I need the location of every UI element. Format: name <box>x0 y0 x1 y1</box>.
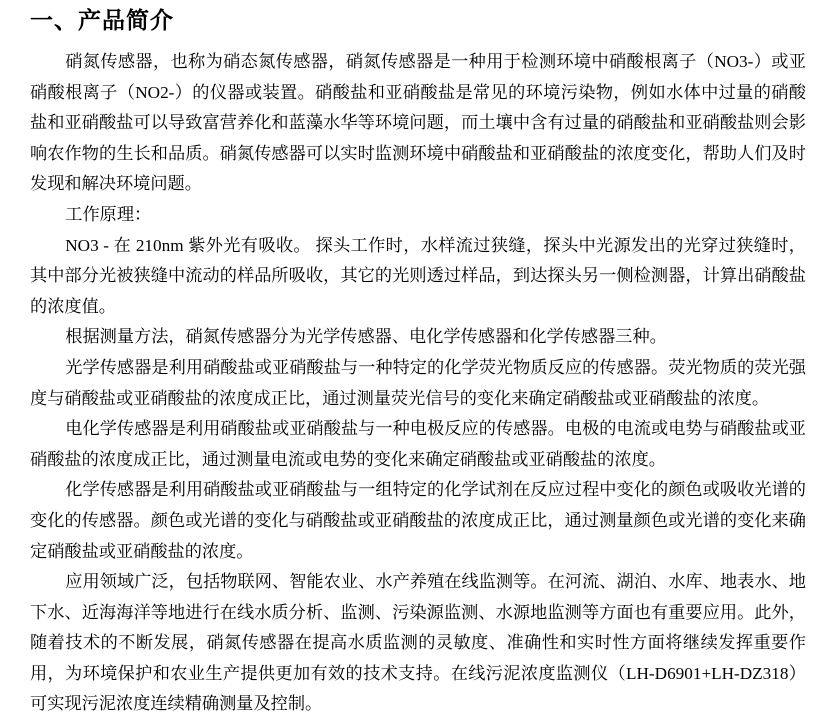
paragraph: 化学传感器是利用硝酸盐或亚硝酸盐与一组特定的化学试剂在反应过程中变化的颜色或吸收光谱的变化的传感器。颜色或光谱的变化与硝酸盐或亚硝酸盐的浓度成正比，通过测量颜色或光谱的变化来确定硝酸盐或亚硝酸盐的浓度。 <box>30 480 806 561</box>
paragraph: 工作原理： <box>65 204 152 224</box>
paragraph: 电化学传感器是利用硝酸盐或亚硝酸盐与一种电极反应的传感器。电极的电流或电势与硝酸盐或亚硝酸盐的浓度成正比，通过测量电流或电势的变化来确定硝酸盐或亚硝酸盐的浓度。 <box>30 419 806 469</box>
paragraph: 硝氮传感器，也称为硝态氮传感器，硝氮传感器是一种用于检测环境中硝酸根离子（NO3-）或亚硝酸根离子（NO2-）的仪器或装置。硝酸盐和亚硝酸盐是常见的环境污染物，例如水体中过量的硝酸盐和亚硝酸盐可以导致富营养化和蓝藻水华等环境问题，而土壤中含有过量的硝酸盐和亚硝酸盐则会影响农作物的生长和品质。硝氮传感器可以实时监测环境中硝酸盐和亚硝酸盐的浓度变化，帮助人们及时发现和解决环境问题。 <box>30 52 806 194</box>
paragraph: 光学传感器是利用硝酸盐或亚硝酸盐与一种特定的化学荧光物质反应的传感器。荧光物质的荧光强度与硝酸盐或亚硝酸盐的浓度成正比，通过测量荧光信号的变化来确定硝酸盐或亚硝酸盐的浓度。 <box>30 357 806 408</box>
document-body <box>30 47 806 720</box>
section-heading: 一、产品简介 <box>30 7 174 33</box>
paragraph: 根据测量方法，硝氮传感器分为光学传感器、电化学传感器和化学传感器三种。 <box>65 327 667 347</box>
paragraph: 应用领域广泛，包括物联网、智能农业、水产养殖在线监测等。在河流、湖泊、水库、地表水、地下水、近海海洋等地进行在线水质分析、监测、污染源监测、水源地监测等方面也有重要应用。此外，随着技术的不断发展，硝氮传感器在提高水质监测的灵敏度、准确性和实时性方面将继续发挥重要作用，为环境保护和农业生产提供更加有效的技术支持。在线污泥浓度监测仪（LH-D6901+LH-DZ318）可实现污泥浓度连续精确测量及控制。 <box>30 572 806 714</box>
paragraph: NO3 - 在 210nm 紫外光有吸收。 探头工作时，水样流过狭缝，探头中光源发出的光穿过狭缝时，其中部分光被狭缝中流动的样品所吸收，其它的光则透过样品，到达探头另一侧检测器，计算出硝酸盐的浓度值。 <box>30 235 806 316</box>
